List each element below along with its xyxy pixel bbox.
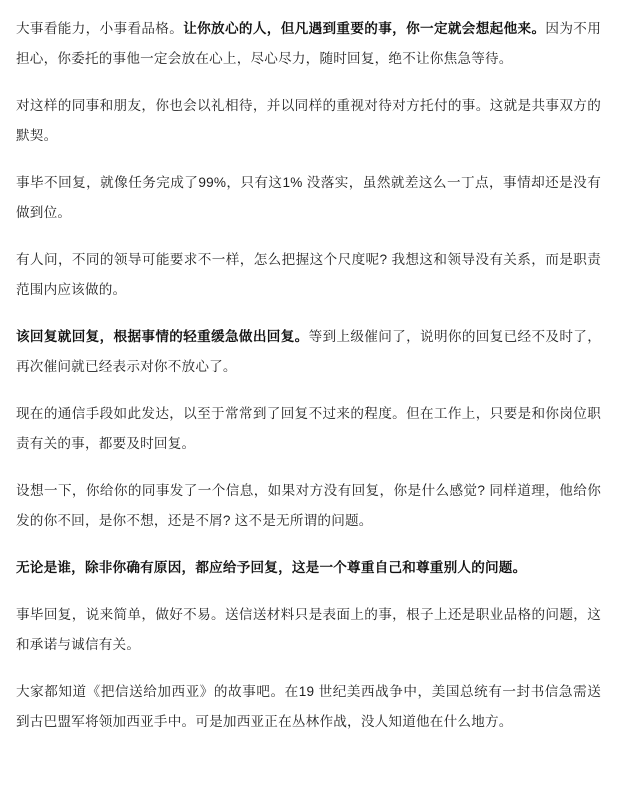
emphasis-text: 无论是谁，除非你确有原因，都应给予回复，这是一个尊重自己和尊重别人的问题。: [16, 560, 527, 575]
paragraph: [16, 245, 601, 305]
paragraph: [16, 476, 601, 536]
paragraph: [16, 399, 601, 459]
body-text: 设想一下，你给你的同事发了一个信息，如果对方没有回复，你是什么感觉? 同样道理，他给你发的你不回，是你不想，还是不屑? 这不是无所谓的问题。: [16, 483, 601, 528]
body-text: 因为不用担心，你委托的事他一定会放在心上，尽心尽力，随时回复，绝不让你焦急等待。: [16, 21, 601, 66]
body-text: 事毕回复，说来简单，做好不易。送信送材料只是表面上的事，根子上还是职业品格的问题，这和承诺与诚信有关。: [16, 607, 601, 652]
emphasis-text: 该回复就回复，根据事情的轻重缓急做出回复。: [16, 329, 309, 344]
body-text: 对这样的同事和朋友，你也会以礼相待，并以同样的重视对待对方托付的事。这就是共事双方的默契。: [16, 98, 601, 143]
body-text: 大家都知道《把信送给加西亚》的故事吧。在19 世纪美西战争中，美国总统有一封书信急需送到古巴盟军将领加西亚手中。可是加西亚正在丛林作战，没人知道他在什么地方。: [16, 684, 601, 729]
emphasis-text: 让你放心的人，但凡遇到重要的事，你一定就会想起他来。: [183, 21, 546, 36]
paragraph: [16, 14, 601, 74]
body-text: 大事看能力，小事看品格。: [16, 21, 184, 36]
paragraph: [16, 677, 601, 737]
paragraph: [16, 553, 601, 583]
body-text: 等到上级催问了，说明你的回复已经不及时了，再次催问就已经表示对你不放心了。: [16, 329, 602, 374]
body-text: 现在的通信手段如此发达，以至于常常到了回复不过来的程度。但在工作上，只要是和你岗位职责有关的事，都要及时回复。: [16, 406, 601, 451]
paragraph: [16, 600, 601, 660]
paragraph: [16, 168, 601, 228]
paragraph: [16, 322, 601, 382]
body-text: 有人问，不同的领导可能要求不一样，怎么把握这个尺度呢? 我想这和领导没有关系，而是职责范围内应该做的。: [16, 252, 601, 297]
body-text: 事毕不回复，就像任务完成了99%，只有这1% 没落实，虽然就差这么一丁点，事情却还是没有做到位。: [16, 175, 601, 220]
paragraph: [16, 91, 601, 151]
